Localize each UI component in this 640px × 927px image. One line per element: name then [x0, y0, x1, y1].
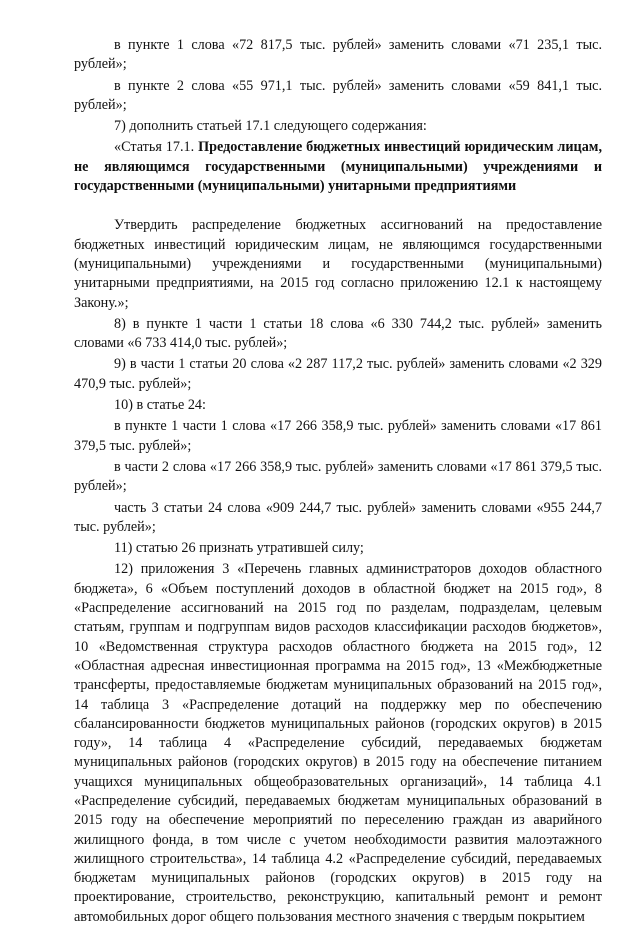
article-heading: [74, 138, 602, 196]
article-body: Утвердить распределение бюджетных ассигнований на предоставление бюджетных инвестиций юридическим лицам, не являющимся государственными (муниципальными) учреждениями и государственными (муниципальными) унитарными предприятиями, на 2015 год согласно приложению 12.1 к настоящему Закону.»;: [74, 217, 602, 311]
article-prefix: «Статья 17.1.: [114, 139, 195, 156]
paragraph-item12: 12) приложения 3 «Перечень главных администраторов доходов областного бюджета», 6 «Объем поступлений доходов в областной бюджет на 2015 год», 8 «Распределение ассигнований на 2015 год по разделам, подразделам, целевым статьям, группам и подгруппам видов расходов классификации расходов бюджетов», 10 «Ведомственная структура расходов областного бюджета на 2015 год», 12 «Областная адресная инвестиционная программа на 2015 год», 13 «Межбюджетные трансферты, предоставляемые бюджетам муниципальных образований на 2015 год», 14 таблица 3 «Распределение дотаций на поддержку мер по обеспечению сбалансированности бюджетов муниципальных районов (городских округов) в 2015 году», 14 таблица 4 «Распределение субсидий, передаваемых бюджетам муниципальных районов (городских округов) в 2015 году на обеспечение питанием учащихся муниципальных общеобразовательных организаций», 14 таблица 4.1 «Распределение субсидий, передаваемых бюджетам муниципальных образований в 2015 году на обеспечение мероприятий по переселению граждан из аварийного жилищного фонда, в том числе с учетом необходимости развития малоэтажного жилищного строительства», 14 таблица 4.2 «Распределение субсидий, передаваемых бюджетам муниципальных районов (городских округов) в 2015 году на проектирование, строительство, реконструкцию, капитальный ремонт и ремонт автомобильных дорог общего пользования местного значения с твердым покрытием: [74, 561, 602, 925]
paragraph-item10-part2: в части 2 слова «17 266 358,9 тыс. рублей» заменить словами «17 861 379,5 тыс. рублей»;: [74, 458, 602, 495]
paragraph-item9: 9) в части 1 статьи 20 слова «2 287 117,2 тыс. рублей» заменить словами «2 329 470,9 тыс. рублей»;: [74, 356, 602, 392]
paragraph-item2: в пункте 2 слова «55 971,1 тыс. рублей» заменить словами «59 841,1 тыс. рублей»;: [74, 77, 602, 113]
paragraph-item11: 11) статью 26 признать утратившей силу;: [114, 540, 364, 557]
paragraph-item10-part3: часть 3 статьи 24 слова «909 244,7 тыс. рублей» заменить словами «955 244,7 тыс. рублей»;: [74, 499, 602, 535]
spacer: [74, 198, 602, 216]
paragraph-item1: в пункте 1 слова «72 817,5 тыс. рублей» заменить словами «71 235,1 тыс. рублей»;: [74, 37, 602, 73]
article-title: Предоставление бюджетных инвестиций юридическим лицам, не являющимся государственными (муниципальными) учреждениями и государственными (муниципальными) унитарными предприятиями: [74, 139, 603, 195]
paragraph-item10-part1: в пункте 1 части 1 слова «17 266 358,9 тыс. рублей» заменить словами «17 861 379,5 тыс. рублей»;: [74, 418, 602, 454]
paragraph-item8: 8) в пункте 1 части 1 статьи 18 слова «6 330 744,2 тыс. рублей» заменить словами «6 733 414,0 тыс. рублей»;: [74, 315, 602, 352]
paragraph-item10: 10) в статье 24:: [114, 397, 206, 414]
paragraph-item7: 7) дополнить статьей 17.1 следующего содержания:: [114, 118, 427, 135]
